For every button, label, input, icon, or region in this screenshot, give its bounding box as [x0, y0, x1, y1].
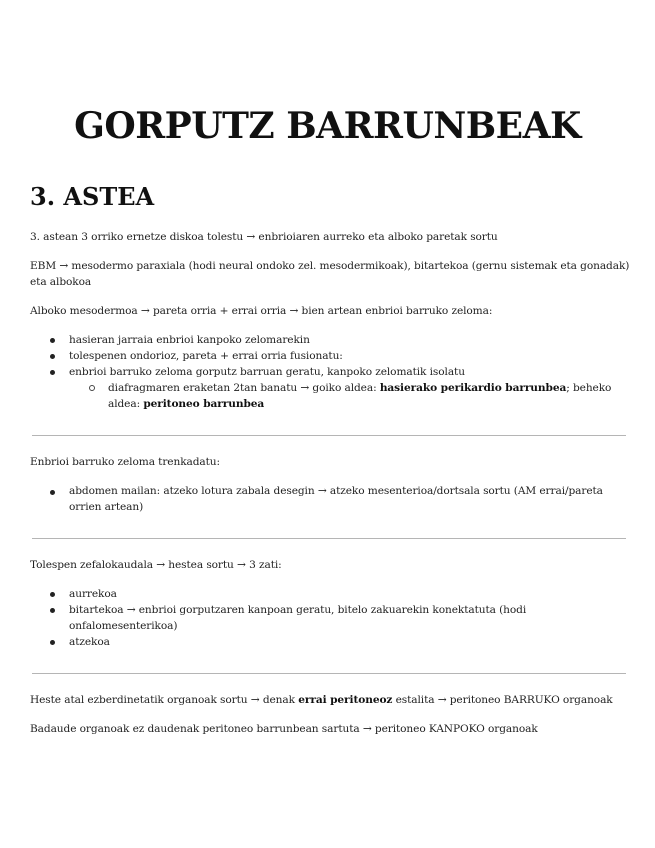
paragraph-intraperitoneal	[30, 692, 630, 708]
bullet-icon	[50, 490, 55, 495]
section-heading: 3. ASTEA	[30, 182, 155, 211]
list-item	[69, 483, 629, 515]
paragraph-text: Heste atal ezberdinetatik organoak sortu → denak	[30, 694, 299, 706]
bullet-icon	[50, 338, 55, 343]
list-item-line1: bitartekoa → enbrioi gorputzaren kanpoan geratu, bitelo zakuarekin konektatuta (hodi	[69, 604, 527, 616]
list-item	[69, 602, 629, 634]
paragraph-disc-folding: 3. astean 3 orriko ernetze diskoa tolestu → enbrioiaren aurreko eta alboko paretak sortu	[30, 231, 498, 243]
circle-bullet-icon	[89, 385, 95, 391]
paragraph-gut-parts: Tolespen zefalokaudala → hestea sortu → 3 zati:	[30, 559, 282, 571]
bullet-icon	[50, 640, 55, 645]
paragraph-retroperitoneal: Badaude organoak ez daudenak peritoneo barrunbean sartuta → peritoneo KANPOKO organoak	[30, 723, 538, 735]
list-item: aurrekoa	[69, 588, 117, 600]
sub-item-text: diafragmaren eraketan 2tan banatu → goiko aldea:	[108, 382, 380, 394]
paragraph-ebm	[30, 258, 630, 290]
bullet-icon	[50, 370, 55, 375]
paragraph-coelom-divided: Enbrioi barruko zeloma trenkadatu:	[30, 456, 220, 468]
divider	[32, 538, 626, 539]
list-item: tolespenen ondorioz, pareta + errai orria fusionatu:	[69, 350, 343, 362]
sub-item-text: aldea:	[108, 398, 144, 410]
divider	[32, 673, 626, 674]
bullet-icon	[50, 354, 55, 359]
sub-item-bold-pericardium: hasierako perikardio barrunbea	[379, 382, 567, 394]
page-title: GORPUTZ BARRUNBEAK	[74, 105, 581, 147]
paragraph-ebm-line1: EBM → mesodermo paraxiala (hodi neural ondoko zel. mesodermikoak), bitartekoa (gernu sistemak eta gonadak)	[30, 260, 630, 272]
bold-visceral-peritoneum: errai peritoneoz	[298, 694, 393, 706]
list-item-line2: onfalomesenterikoa)	[69, 620, 178, 632]
paragraph-ebm-line2: eta albokoa	[30, 276, 92, 288]
paragraph-lateral-mesoderm: Alboko mesodermoa → pareta orria + errai orria → bien artean enbrioi barruko zeloma:	[30, 305, 493, 317]
list-item: enbrioi barruko zeloma gorputz barruan geratu, kanpoko zelomatik isolatu	[69, 366, 465, 378]
sub-list-item-line2	[108, 396, 628, 412]
list-item-line1: abdomen mailan: atzeko lotura zabala desegin → atzeko mesenterioa/dortsala sortu (AM errai/pareta	[69, 485, 603, 497]
bullet-icon	[50, 592, 55, 597]
list-item: atzekoa	[69, 636, 110, 648]
list-item-line2: orrien artean)	[69, 501, 144, 513]
sub-item-text: ; beheko	[566, 382, 612, 394]
paragraph-text: estalita → peritoneo BARRUKO organoak	[392, 694, 613, 706]
sub-item-bold-peritoneum: peritoneo barrunbea	[143, 398, 265, 410]
list-item: hasieran jarraia enbrioi kanpoko zelomarekin	[69, 334, 310, 346]
bullet-icon	[50, 608, 55, 613]
sub-list-item-line1	[108, 380, 628, 396]
sub-list-item	[108, 380, 628, 412]
divider	[32, 435, 626, 436]
